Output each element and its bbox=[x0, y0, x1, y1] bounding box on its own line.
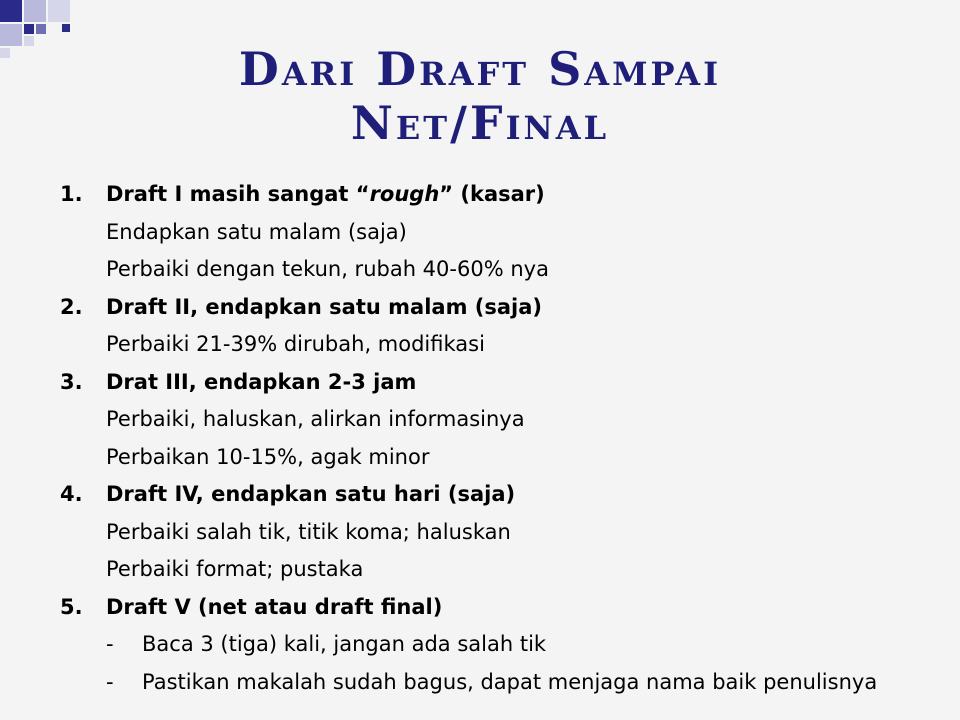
list-item-5-heading bbox=[60, 589, 940, 627]
item-heading: Draft IV, endapkan satu hari (saja) bbox=[106, 482, 516, 506]
list-item-1-line-1 bbox=[60, 214, 940, 252]
item-heading: Draft II, endapkan satu malam (saja) bbox=[106, 294, 543, 319]
list-item-1-line-2 bbox=[60, 251, 940, 289]
list-item-3-line-2 bbox=[60, 439, 940, 477]
item-number: 3. bbox=[60, 369, 83, 394]
title-line-2: Net/Final bbox=[350, 96, 610, 150]
list-item-2-heading bbox=[60, 289, 940, 327]
item-number: 4. bbox=[60, 482, 83, 506]
list-item-5-bullet-1 bbox=[60, 626, 940, 664]
item-detail: Perbaiki format; pustaka bbox=[106, 557, 364, 581]
item-heading: Draft V (net atau draft final) bbox=[106, 594, 443, 619]
dash-marker: - bbox=[106, 669, 114, 694]
item-number: 5. bbox=[60, 594, 83, 619]
list-item-3-heading bbox=[60, 364, 940, 402]
item-heading: Drat III, endapkan 2-3 jam bbox=[106, 369, 417, 394]
item-detail: Perbaiki, haluskan, alirkan informasinya bbox=[106, 407, 525, 431]
list-item-5-bullet-2 bbox=[60, 664, 940, 702]
item-detail: Perbaiki dengan tekun, rubah 40-60% nya bbox=[106, 257, 549, 281]
item-detail: Perbaikan 10-15%, agak minor bbox=[106, 444, 430, 469]
item-number: 1. bbox=[60, 182, 83, 206]
list-item-1-heading bbox=[60, 176, 940, 214]
item-detail: Endapkan satu malam (saja) bbox=[106, 219, 407, 244]
list-item-3-line-1 bbox=[60, 401, 940, 439]
item-heading: Draft I masih sangat “rough” (kasar) bbox=[106, 182, 545, 206]
list-item-4-line-1 bbox=[60, 514, 940, 552]
list-item-4-heading bbox=[60, 476, 940, 514]
item-detail: Pastikan makalah sudah bagus, dapat menjaga nama baik penulisnya bbox=[142, 669, 878, 694]
item-detail: Baca 3 (tiga) kali, jangan ada salah tik bbox=[142, 632, 547, 656]
list-item-4-line-2 bbox=[60, 551, 940, 589]
page-title bbox=[0, 42, 960, 150]
item-detail: Perbaiki 21-39% dirubah, modifikasi bbox=[106, 332, 485, 356]
item-number: 2. bbox=[60, 294, 83, 319]
draft-steps-list bbox=[60, 176, 940, 701]
title-line-1: Dari Draft Sampai bbox=[238, 42, 722, 96]
list-item-2-line-1 bbox=[60, 326, 940, 364]
item-detail: Perbaiki salah tik, titik koma; haluskan bbox=[106, 519, 511, 544]
dash-marker: - bbox=[106, 632, 114, 656]
